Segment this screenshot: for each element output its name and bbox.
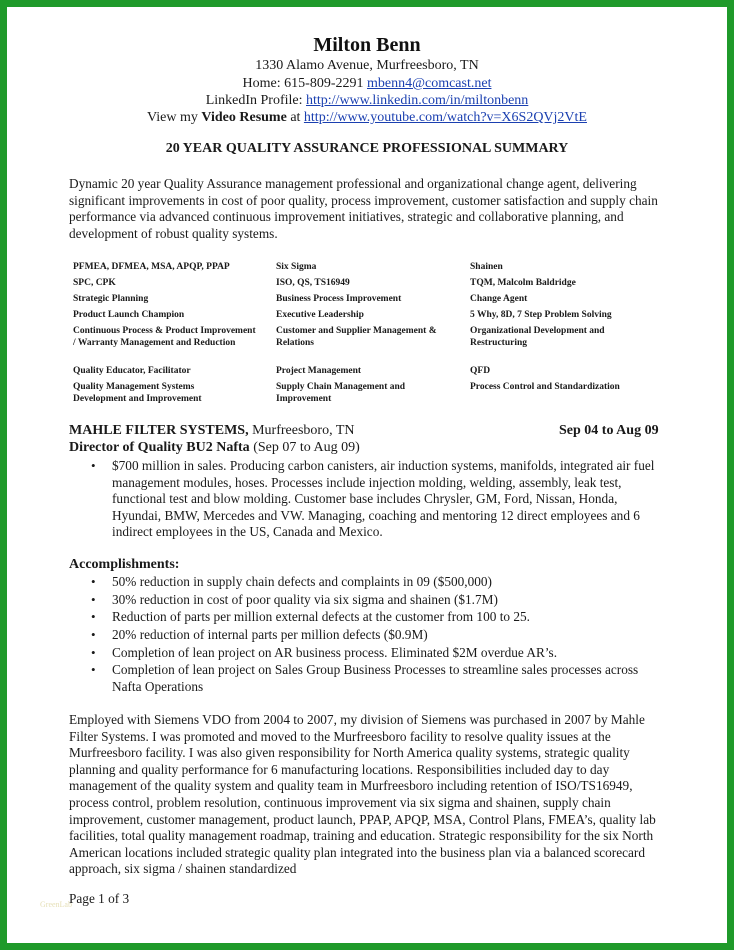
video-resume-line [0, 110, 734, 126]
skill-item: Quality Educator, Facilitator [73, 366, 191, 376]
siemens-paragraph: Employed with Siemens VDO from 2004 to 2007, my division of Siemens was purchased in 2007 by Mahle Filter Systems. I was promoted and moved to the Murfreesboro facility to resolve quality issues at the Murfreesboro facility. I was also given responsibility for North America quality systems, strategic quality planning and quality performance for 6 manufacturing locations. Responsibilities included day to day management of the quality system and quality team in Murfreesboro including retention of ISO/TS16949, process control, problem resolution, continuous improvement via six sigma and shainen, supply chain improvement, customer management, product launch, PPAP, APQP, MSA, Control Plans, FMEA’s, quality lab facilities, total quality management roadmap, training and education. Strategic responsibility for the six North American locations included strategic quality plan integrated into the business plan via a balanced scorecard approach, six sigma / shainen standardized [69, 712, 656, 877]
skill-item: Executive Leadership [276, 310, 364, 320]
accomplishments-list [112, 574, 668, 697]
accomplishments-title: Accomplishments: [69, 557, 180, 572]
skill-item: QFD [470, 366, 491, 376]
skill-item: Process Control and Standardization [470, 382, 620, 392]
summary-paragraph: Dynamic 20 year Quality Assurance management professional and organizational change agent, delivering significant improvements in cost of poor quality, process improvement, customer satisfaction and supply chain performance via advanced continuous improvement initiatives, strategic and collaborative planning, and development of robust quality systems. [69, 176, 658, 241]
email-link[interactable]: mbenn4@comcast.net [366, 76, 492, 91]
skill-item: PFMEA, DFMEA, MSA, APQP, PPAP [73, 262, 230, 272]
job-title: Director of Quality BU2 Nafta [69, 440, 250, 455]
job-dates: Sep 04 to Aug 09 [559, 423, 659, 438]
skill-item: Product Launch Champion [73, 310, 185, 320]
job-description-list [112, 458, 668, 542]
skill-item: Customer and Supplier Management & Relations [276, 326, 437, 349]
list-item: • Completion of lean project on AR business process. Eliminated $2M overdue AR’s. [112, 645, 668, 662]
watermark: GreenLab [40, 900, 72, 909]
list-item: • 30% reduction in cost of poor quality via six sigma and shainen ($1.7M) [112, 592, 668, 609]
skill-item: Business Process Improvement [276, 294, 402, 304]
skill-item: Change Agent [470, 294, 528, 304]
linkedin-link[interactable]: http://www.linkedin.com/in/miltonbenn [306, 93, 529, 108]
job-company-line [69, 423, 354, 439]
skill-item: Continuous Process & Product Improvement / Warranty Management and Reduction [73, 326, 256, 349]
home-contact-line [0, 76, 734, 92]
job-title-line [69, 440, 360, 456]
company-location: Murfreesboro, TN [248, 423, 355, 438]
skill-item: Shainen [470, 262, 503, 272]
skill-item: Supply Chain Management and Improvement [276, 382, 406, 405]
company-name: MAHLE FILTER SYSTEMS, [69, 423, 249, 438]
skill-item: ISO, QS, TS16949 [276, 278, 350, 288]
video-resume-link[interactable]: http://www.youtube.com/watch?v=X6S2QVj2VtE [303, 110, 587, 125]
skill-item: Strategic Planning [73, 294, 149, 304]
video-prefix: View my [147, 110, 202, 125]
video-resume-label: Video Resume [201, 110, 287, 125]
list-item: • 20% reduction of internal parts per million defects ($0.9M) [112, 627, 668, 644]
skill-item: Organizational Development and Restructuring [470, 326, 605, 349]
linkedin-label: LinkedIn Profile: [205, 93, 306, 108]
skill-item: Project Management [276, 366, 362, 376]
skill-item: SPC, CPK [73, 278, 116, 288]
home-phone: Home: 615-809-2291 [242, 76, 367, 91]
linkedin-line [0, 93, 734, 109]
list-item: • $700 million in sales. Producing carbon canisters, air induction systems, manifolds, integrated air fuel management modules, hoses. Processes include injection molding, welding, assembly, leak test, functional test and blow molding. Customer base includes Chrysler, GM, Ford, Nissan, Honda, Hyundai, BMW, Mercedes and VW. Managing, coaching and mentoring 12 direct employees and 6 indirect employees in the US, Canada and Mexico. [112, 458, 668, 541]
summary-title: 20 YEAR QUALITY ASSURANCE PROFESSIONAL SUMMARY [165, 141, 569, 156]
list-item: • Reduction of parts per million external defects at the customer from 100 to 25. [112, 609, 668, 626]
skill-item: Quality Management Systems Development and Improvement [73, 382, 202, 405]
skill-item: TQM, Malcolm Baldridge [470, 278, 576, 288]
page-number: Page 1 of 3 [69, 891, 130, 906]
candidate-name: Milton Benn [313, 34, 421, 56]
job-title-dates: (Sep 07 to Aug 09) [249, 440, 360, 455]
list-item: • 50% reduction in supply chain defects and complaints in 09 ($500,000) [112, 574, 668, 591]
address: 1330 Alamo Avenue, Murfreesboro, TN [255, 58, 479, 73]
list-item: • Completion of lean project on Sales Group Business Processes to streamline sales processes across Nafta Operations [112, 662, 668, 695]
skill-item: 5 Why, 8D, 7 Step Problem Solving [470, 310, 612, 320]
skill-item: Six Sigma [276, 262, 317, 272]
video-at: at [286, 110, 304, 125]
